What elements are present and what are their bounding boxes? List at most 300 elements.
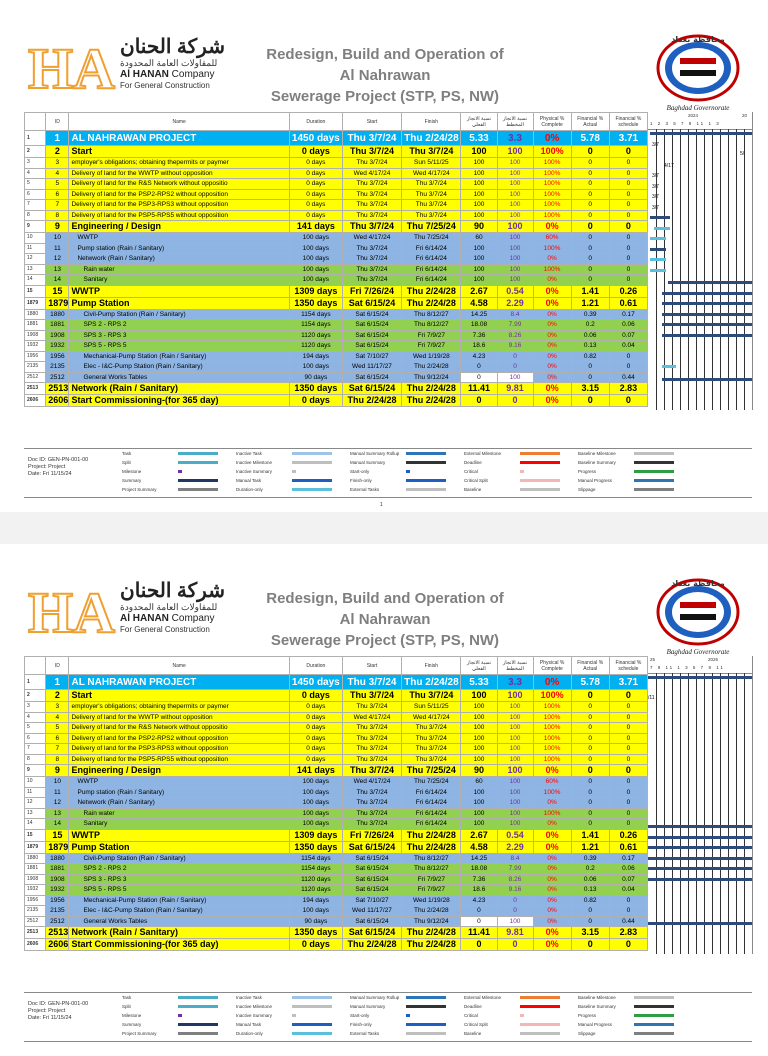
task-cell[interactable]: Thu 2/24/28 — [402, 829, 461, 841]
task-cell[interactable]: Sat 6/15/24 — [342, 885, 401, 896]
row-number[interactable]: 7 — [25, 744, 46, 755]
row-number[interactable]: 14 — [25, 819, 46, 830]
task-cell[interactable]: 100 — [497, 787, 533, 798]
task-cell[interactable]: 0 days — [289, 179, 342, 190]
task-cell[interactable]: 100% — [533, 690, 571, 702]
task-cell[interactable]: 14.25 — [461, 853, 497, 864]
task-name[interactable]: Elec - I&C-Pump Station (Rain / Sanitary) — [69, 906, 289, 917]
task-cell[interactable]: 11.41 — [461, 383, 497, 395]
task-name[interactable]: employer's obligations; obtaining thepermits or paymer — [69, 158, 289, 169]
task-cell[interactable]: 0 days — [289, 395, 342, 407]
task-cell[interactable]: 0.44 — [609, 372, 647, 383]
gantt-bar[interactable] — [648, 922, 752, 925]
task-row[interactable] — [25, 297, 648, 309]
task-cell[interactable]: 0 days — [289, 189, 342, 200]
task-row[interactable] — [25, 885, 648, 896]
task-cell[interactable]: 1154 days — [289, 320, 342, 331]
task-name[interactable]: employer's obligations; obtaining thepermits or paymer — [69, 702, 289, 713]
task-row[interactable] — [25, 210, 648, 221]
column-header[interactable]: نسبة الانجاز الفعلي — [461, 657, 497, 675]
task-cell[interactable]: Sat 6/15/24 — [342, 841, 401, 853]
task-cell[interactable]: Fri 6/14/24 — [402, 808, 461, 819]
task-cell[interactable]: 1120 days — [289, 885, 342, 896]
row-number[interactable]: 1932 — [25, 341, 46, 352]
task-name[interactable]: Delivery of land for the R&S Network without oppositio — [69, 723, 289, 734]
task-cell[interactable]: 14 — [46, 275, 69, 286]
task-cell[interactable]: Thu 3/7/24 — [342, 744, 401, 755]
task-cell[interactable]: 100 — [497, 275, 533, 286]
task-cell[interactable]: 100 — [497, 765, 533, 777]
column-header[interactable]: Physical % Complete — [533, 113, 571, 131]
task-cell[interactable]: 0% — [533, 939, 571, 951]
task-cell[interactable]: 1.21 — [571, 297, 609, 309]
task-cell[interactable]: 0 days — [289, 939, 342, 951]
task-cell[interactable]: 8 — [46, 754, 69, 765]
task-row[interactable] — [25, 916, 648, 927]
task-cell[interactable]: 0% — [533, 383, 571, 395]
task-cell[interactable]: 100 — [461, 168, 497, 179]
task-cell[interactable]: Thu 3/7/24 — [342, 733, 401, 744]
task-cell[interactable]: 0 days — [289, 702, 342, 713]
task-cell[interactable]: 100% — [533, 168, 571, 179]
task-cell[interactable]: Sat 7/10/27 — [342, 895, 401, 906]
task-cell[interactable]: 3.71 — [609, 675, 647, 690]
task-cell[interactable]: 100 days — [289, 362, 342, 373]
task-cell[interactable]: Fri 6/14/24 — [402, 264, 461, 275]
task-cell[interactable]: 2135 — [46, 362, 69, 373]
task-row[interactable] — [25, 808, 648, 819]
task-cell[interactable]: 0 — [571, 189, 609, 200]
task-name[interactable]: Start Commissioning-(for 365 day) — [69, 395, 289, 407]
gantt-bar[interactable] — [648, 857, 752, 860]
task-cell[interactable]: 0 — [571, 372, 609, 383]
task-cell[interactable]: 0 days — [289, 200, 342, 211]
task-cell[interactable]: 0 — [609, 210, 647, 221]
task-cell[interactable]: 0% — [533, 131, 571, 146]
task-cell[interactable]: 0% — [533, 906, 571, 917]
task-cell[interactable]: 0 days — [289, 754, 342, 765]
task-cell[interactable]: Fri 7/9/27 — [402, 885, 461, 896]
task-name[interactable]: Sanitary — [69, 275, 289, 286]
column-header[interactable]: Physical % Complete — [533, 657, 571, 675]
task-cell[interactable]: Thu 2/24/28 — [402, 906, 461, 917]
task-cell[interactable]: 100% — [533, 744, 571, 755]
task-cell[interactable]: Thu 3/7/24 — [402, 690, 461, 702]
task-cell[interactable]: Fri 7/9/27 — [402, 330, 461, 341]
task-cell[interactable]: 100% — [533, 243, 571, 254]
task-cell[interactable]: 6 — [46, 189, 69, 200]
task-cell[interactable]: 5 — [46, 723, 69, 734]
task-name[interactable]: SPS 2 - RPS 2 — [69, 320, 289, 331]
row-number[interactable]: 11 — [25, 787, 46, 798]
task-cell[interactable]: 100 — [461, 254, 497, 265]
task-cell[interactable]: Sat 6/15/24 — [342, 916, 401, 927]
column-header[interactable]: Finish — [402, 113, 461, 131]
task-cell[interactable]: 100 — [497, 158, 533, 169]
task-cell[interactable]: 100 — [497, 808, 533, 819]
task-cell[interactable]: Thu 2/24/28 — [402, 131, 461, 146]
task-cell[interactable]: 3.15 — [571, 927, 609, 939]
task-row[interactable] — [25, 233, 648, 244]
task-cell[interactable]: 0 — [571, 702, 609, 713]
gantt-bar[interactable] — [648, 825, 752, 828]
task-cell[interactable]: 100 — [461, 189, 497, 200]
task-cell[interactable]: Thu 3/7/24 — [402, 146, 461, 158]
task-cell[interactable]: 0 — [609, 264, 647, 275]
task-cell[interactable]: Thu 3/7/24 — [342, 243, 401, 254]
task-cell[interactable]: 0 — [461, 362, 497, 373]
task-name[interactable]: SPS 3 - RPS 3 — [69, 330, 289, 341]
task-cell[interactable]: 0% — [533, 675, 571, 690]
task-cell[interactable]: 0.39 — [571, 309, 609, 320]
task-cell[interactable]: 0 — [571, 712, 609, 723]
task-cell[interactable]: Sun 5/11/25 — [402, 158, 461, 169]
task-cell[interactable]: 0% — [533, 351, 571, 362]
task-cell[interactable]: 0 — [609, 362, 647, 373]
task-cell[interactable]: 0 — [571, 158, 609, 169]
gantt-bar[interactable] — [648, 846, 752, 849]
row-number[interactable]: 9 — [25, 765, 46, 777]
task-cell[interactable]: 0 days — [289, 146, 342, 158]
task-cell[interactable]: 0.06 — [571, 330, 609, 341]
task-row[interactable] — [25, 330, 648, 341]
task-cell[interactable]: 0 — [571, 210, 609, 221]
task-cell[interactable]: 100% — [533, 754, 571, 765]
task-cell[interactable]: 0 — [609, 733, 647, 744]
gantt-bar[interactable] — [662, 313, 752, 316]
task-name[interactable]: Sanitary — [69, 819, 289, 830]
task-cell[interactable]: 11.41 — [461, 927, 497, 939]
task-cell[interactable]: Sat 6/15/24 — [342, 330, 401, 341]
gantt-bar[interactable] — [662, 302, 752, 305]
task-row[interactable] — [25, 179, 648, 190]
task-cell[interactable]: 0.2 — [571, 320, 609, 331]
task-cell[interactable]: 1908 — [46, 330, 69, 341]
task-cell[interactable]: 0.13 — [571, 341, 609, 352]
task-row[interactable] — [25, 243, 648, 254]
row-number[interactable]: 10 — [25, 777, 46, 788]
task-cell[interactable]: 60 — [461, 777, 497, 788]
task-name[interactable]: Delivery of land for the PSP2-RPS2 without opposition — [69, 733, 289, 744]
task-cell[interactable]: 100% — [533, 146, 571, 158]
task-row[interactable] — [25, 254, 648, 265]
task-cell[interactable]: 2.29 — [497, 841, 533, 853]
task-cell[interactable]: 100 — [497, 233, 533, 244]
task-cell[interactable]: 100 — [461, 733, 497, 744]
task-cell[interactable]: 100 days — [289, 819, 342, 830]
task-row[interactable] — [25, 158, 648, 169]
task-cell[interactable]: 100 — [461, 200, 497, 211]
task-name[interactable]: General Works Tables — [69, 916, 289, 927]
task-cell[interactable]: 0 — [571, 264, 609, 275]
task-cell[interactable]: 15 — [46, 285, 69, 297]
column-header[interactable]: Financial % schedule — [609, 113, 647, 131]
row-number[interactable]: 12 — [25, 254, 46, 265]
task-cell[interactable]: Thu 2/24/28 — [402, 297, 461, 309]
task-cell[interactable]: 11 — [46, 787, 69, 798]
task-cell[interactable]: 0 — [609, 275, 647, 286]
task-cell[interactable]: 0 — [609, 819, 647, 830]
task-cell[interactable]: Thu 9/12/24 — [402, 372, 461, 383]
task-cell[interactable]: Thu 3/7/24 — [342, 179, 401, 190]
column-header[interactable]: Start — [342, 657, 401, 675]
task-cell[interactable]: Thu 2/24/28 — [402, 362, 461, 373]
task-cell[interactable]: Thu 7/25/24 — [402, 777, 461, 788]
task-cell[interactable]: Fri 6/14/24 — [402, 787, 461, 798]
task-row[interactable] — [25, 351, 648, 362]
task-cell[interactable]: 1154 days — [289, 864, 342, 875]
task-cell[interactable]: 1350 days — [289, 297, 342, 309]
task-name[interactable]: Civil-Pump Station (Rain / Sanitary) — [69, 853, 289, 864]
task-cell[interactable]: Sat 6/15/24 — [342, 383, 401, 395]
task-cell[interactable]: Fri 7/9/27 — [402, 874, 461, 885]
task-name[interactable]: Pump Station — [69, 841, 289, 853]
task-name[interactable]: Start Commissioning-(for 365 day) — [69, 939, 289, 951]
task-cell[interactable]: 0 days — [289, 744, 342, 755]
task-cell[interactable]: 3 — [46, 158, 69, 169]
task-cell[interactable]: 0 — [571, 798, 609, 809]
task-cell[interactable]: 90 — [461, 221, 497, 233]
row-number[interactable]: 2606 — [25, 939, 46, 951]
row-number[interactable]: 1908 — [25, 330, 46, 341]
task-cell[interactable]: 0 — [609, 221, 647, 233]
task-cell[interactable]: 60 — [461, 233, 497, 244]
task-cell[interactable]: 0 days — [289, 158, 342, 169]
task-cell[interactable]: 0% — [533, 372, 571, 383]
task-cell[interactable]: 100% — [533, 787, 571, 798]
gantt-bar[interactable] — [662, 292, 752, 295]
task-cell[interactable]: 0.04 — [609, 885, 647, 896]
task-cell[interactable]: Thu 2/24/28 — [402, 395, 461, 407]
task-cell[interactable]: 0% — [533, 362, 571, 373]
task-cell[interactable]: 0 — [609, 754, 647, 765]
task-cell[interactable]: Sat 6/15/24 — [342, 853, 401, 864]
task-cell[interactable]: 100 — [497, 723, 533, 734]
task-cell[interactable]: 0 — [571, 146, 609, 158]
task-cell[interactable]: 0 — [571, 787, 609, 798]
gantt-bar[interactable] — [668, 281, 752, 284]
task-cell[interactable]: 2513 — [46, 927, 69, 939]
task-cell[interactable]: 1932 — [46, 341, 69, 352]
task-cell[interactable]: 141 days — [289, 221, 342, 233]
task-cell[interactable]: 100 — [497, 264, 533, 275]
task-cell[interactable]: 0.07 — [609, 330, 647, 341]
task-name[interactable]: Mechanical-Pump Station (Rain / Sanitary) — [69, 351, 289, 362]
task-cell[interactable]: 100% — [533, 200, 571, 211]
row-number[interactable]: 10 — [25, 233, 46, 244]
task-cell[interactable]: 100 — [497, 210, 533, 221]
task-cell[interactable]: 0 — [571, 939, 609, 951]
task-cell[interactable]: 2606 — [46, 395, 69, 407]
task-cell[interactable]: 1154 days — [289, 309, 342, 320]
gantt-bar[interactable] — [650, 248, 666, 251]
task-cell[interactable]: Wed 11/17/27 — [342, 906, 401, 917]
task-cell[interactable]: 100 days — [289, 275, 342, 286]
task-cell[interactable]: 0 — [609, 690, 647, 702]
gantt-bar[interactable] — [650, 216, 670, 219]
row-number[interactable]: 2512 — [25, 916, 46, 927]
task-cell[interactable]: 0 — [571, 395, 609, 407]
row-number[interactable]: 3 — [25, 158, 46, 169]
task-cell[interactable]: 0 — [571, 723, 609, 734]
task-cell[interactable]: 5.33 — [461, 675, 497, 690]
task-cell[interactable]: Thu 3/7/24 — [402, 179, 461, 190]
task-cell[interactable]: 11 — [46, 243, 69, 254]
task-cell[interactable]: 0 days — [289, 168, 342, 179]
task-cell[interactable]: 5 — [46, 179, 69, 190]
task-cell[interactable]: 1 — [46, 675, 69, 690]
task-cell[interactable]: Thu 3/7/24 — [342, 210, 401, 221]
task-cell[interactable]: 0 — [461, 372, 497, 383]
task-row[interactable] — [25, 829, 648, 841]
task-cell[interactable]: 1.41 — [571, 285, 609, 297]
task-cell[interactable]: Thu 7/25/24 — [402, 765, 461, 777]
task-cell[interactable]: Thu 3/7/24 — [342, 131, 401, 146]
task-cell[interactable]: Wed 4/17/24 — [342, 777, 401, 788]
task-cell[interactable]: 0 — [571, 765, 609, 777]
row-number[interactable]: 2513 — [25, 383, 46, 395]
task-cell[interactable]: 100 — [461, 690, 497, 702]
row-number[interactable]: 1908 — [25, 874, 46, 885]
task-cell[interactable]: 0 — [609, 254, 647, 265]
task-cell[interactable]: 2135 — [46, 906, 69, 917]
task-cell[interactable]: 100 — [497, 798, 533, 809]
task-cell[interactable]: 100% — [533, 179, 571, 190]
task-cell[interactable]: 100 — [461, 210, 497, 221]
task-cell[interactable]: 0 — [571, 808, 609, 819]
task-cell[interactable]: Sat 6/15/24 — [342, 927, 401, 939]
task-cell[interactable]: 0 — [497, 395, 533, 407]
task-cell[interactable]: 8.26 — [497, 874, 533, 885]
task-cell[interactable]: Thu 3/7/24 — [342, 754, 401, 765]
task-name[interactable]: Elec - I&C-Pump Station (Rain / Sanitary) — [69, 362, 289, 373]
task-cell[interactable]: 0 — [571, 777, 609, 788]
task-cell[interactable]: Thu 7/25/24 — [402, 233, 461, 244]
task-cell[interactable]: 100% — [533, 723, 571, 734]
task-cell[interactable]: 2512 — [46, 916, 69, 927]
task-cell[interactable]: 2.67 — [461, 285, 497, 297]
task-cell[interactable]: 100 days — [289, 787, 342, 798]
task-cell[interactable]: 100 — [497, 243, 533, 254]
task-cell[interactable]: Thu 2/24/28 — [402, 675, 461, 690]
task-cell[interactable]: 3 — [46, 702, 69, 713]
task-cell[interactable]: Thu 3/7/24 — [402, 189, 461, 200]
task-cell[interactable]: 0 — [571, 362, 609, 373]
task-name[interactable]: Delivery of land for the PSP3-RPS3 without opposition — [69, 200, 289, 211]
task-cell[interactable]: Sat 6/15/24 — [342, 309, 401, 320]
task-cell[interactable]: 0.17 — [609, 853, 647, 864]
task-row[interactable] — [25, 864, 648, 875]
task-cell[interactable]: 4 — [46, 168, 69, 179]
task-name[interactable]: Network (Rain / Sanitary) — [69, 383, 289, 395]
task-cell[interactable]: 0.06 — [609, 864, 647, 875]
task-cell[interactable]: 2 — [46, 146, 69, 158]
gantt-bar[interactable] — [662, 323, 752, 326]
task-cell[interactable]: 100 — [461, 787, 497, 798]
task-cell[interactable]: Wed 4/17/24 — [402, 712, 461, 723]
task-cell[interactable]: 1956 — [46, 351, 69, 362]
task-cell[interactable]: 14 — [46, 819, 69, 830]
row-number[interactable]: 11 — [25, 243, 46, 254]
task-cell[interactable]: 0 — [571, 275, 609, 286]
task-cell[interactable]: 100 — [461, 723, 497, 734]
task-cell[interactable]: 100 — [497, 146, 533, 158]
column-header[interactable]: نسبة الانجاز المخطط — [497, 657, 533, 675]
task-cell[interactable]: 0.54 — [497, 285, 533, 297]
task-cell[interactable]: 0 — [609, 808, 647, 819]
task-row[interactable] — [25, 200, 648, 211]
task-row[interactable] — [25, 723, 648, 734]
task-cell[interactable]: 1350 days — [289, 383, 342, 395]
task-cell[interactable]: 0 — [571, 744, 609, 755]
task-cell[interactable]: 14.25 — [461, 309, 497, 320]
column-header[interactable]: ID — [46, 657, 69, 675]
row-number[interactable]: 15 — [25, 285, 46, 297]
task-cell[interactable]: 7.99 — [497, 320, 533, 331]
task-cell[interactable]: 7.99 — [497, 864, 533, 875]
row-number[interactable]: 4 — [25, 712, 46, 723]
task-cell[interactable]: 100% — [533, 808, 571, 819]
task-cell[interactable]: 0.17 — [609, 309, 647, 320]
task-cell[interactable]: 100 — [461, 158, 497, 169]
task-row[interactable] — [25, 383, 648, 395]
gantt-bar[interactable] — [662, 365, 676, 368]
task-name[interactable]: Mechanical-Pump Station (Rain / Sanitary) — [69, 895, 289, 906]
task-cell[interactable]: 2 — [46, 690, 69, 702]
task-cell[interactable]: 5.33 — [461, 131, 497, 146]
task-cell[interactable]: 100% — [533, 158, 571, 169]
task-cell[interactable]: 3.3 — [497, 675, 533, 690]
task-row[interactable] — [25, 309, 648, 320]
task-name[interactable]: Engineering / Design — [69, 765, 289, 777]
task-cell[interactable]: 100 — [497, 754, 533, 765]
task-row[interactable] — [25, 712, 648, 723]
task-cell[interactable]: Thu 3/7/24 — [342, 787, 401, 798]
task-cell[interactable]: 0.82 — [571, 351, 609, 362]
task-cell[interactable]: 100 — [461, 808, 497, 819]
task-name[interactable]: Start — [69, 690, 289, 702]
task-cell[interactable]: 0 — [609, 243, 647, 254]
task-row[interactable] — [25, 906, 648, 917]
task-row[interactable] — [25, 733, 648, 744]
task-cell[interactable]: 0 — [571, 179, 609, 190]
task-cell[interactable]: 8.4 — [497, 853, 533, 864]
task-cell[interactable]: 100 — [497, 179, 533, 190]
task-cell[interactable]: Thu 2/24/28 — [402, 841, 461, 853]
column-header[interactable] — [25, 657, 46, 675]
task-cell[interactable]: 0% — [533, 829, 571, 841]
task-cell[interactable]: 9.81 — [497, 927, 533, 939]
task-cell[interactable]: 0.06 — [571, 874, 609, 885]
row-number[interactable]: 2513 — [25, 927, 46, 939]
task-cell[interactable]: 1932 — [46, 885, 69, 896]
task-cell[interactable]: 100 — [461, 146, 497, 158]
task-row[interactable] — [25, 275, 648, 286]
row-number[interactable]: 8 — [25, 754, 46, 765]
row-number[interactable]: 2606 — [25, 395, 46, 407]
task-cell[interactable]: 0% — [533, 885, 571, 896]
gantt-bar[interactable] — [662, 334, 752, 337]
task-cell[interactable]: 100% — [533, 264, 571, 275]
task-cell[interactable]: Sun 5/11/25 — [402, 702, 461, 713]
task-cell[interactable]: 18.08 — [461, 864, 497, 875]
row-number[interactable]: 2 — [25, 146, 46, 158]
task-name[interactable]: AL NAHRAWAN PROJECT — [69, 675, 289, 690]
task-cell[interactable]: Thu 9/12/24 — [402, 916, 461, 927]
task-cell[interactable]: Thu 3/7/24 — [402, 754, 461, 765]
gantt-bar[interactable] — [650, 237, 666, 240]
task-name[interactable]: General Works Tables — [69, 372, 289, 383]
